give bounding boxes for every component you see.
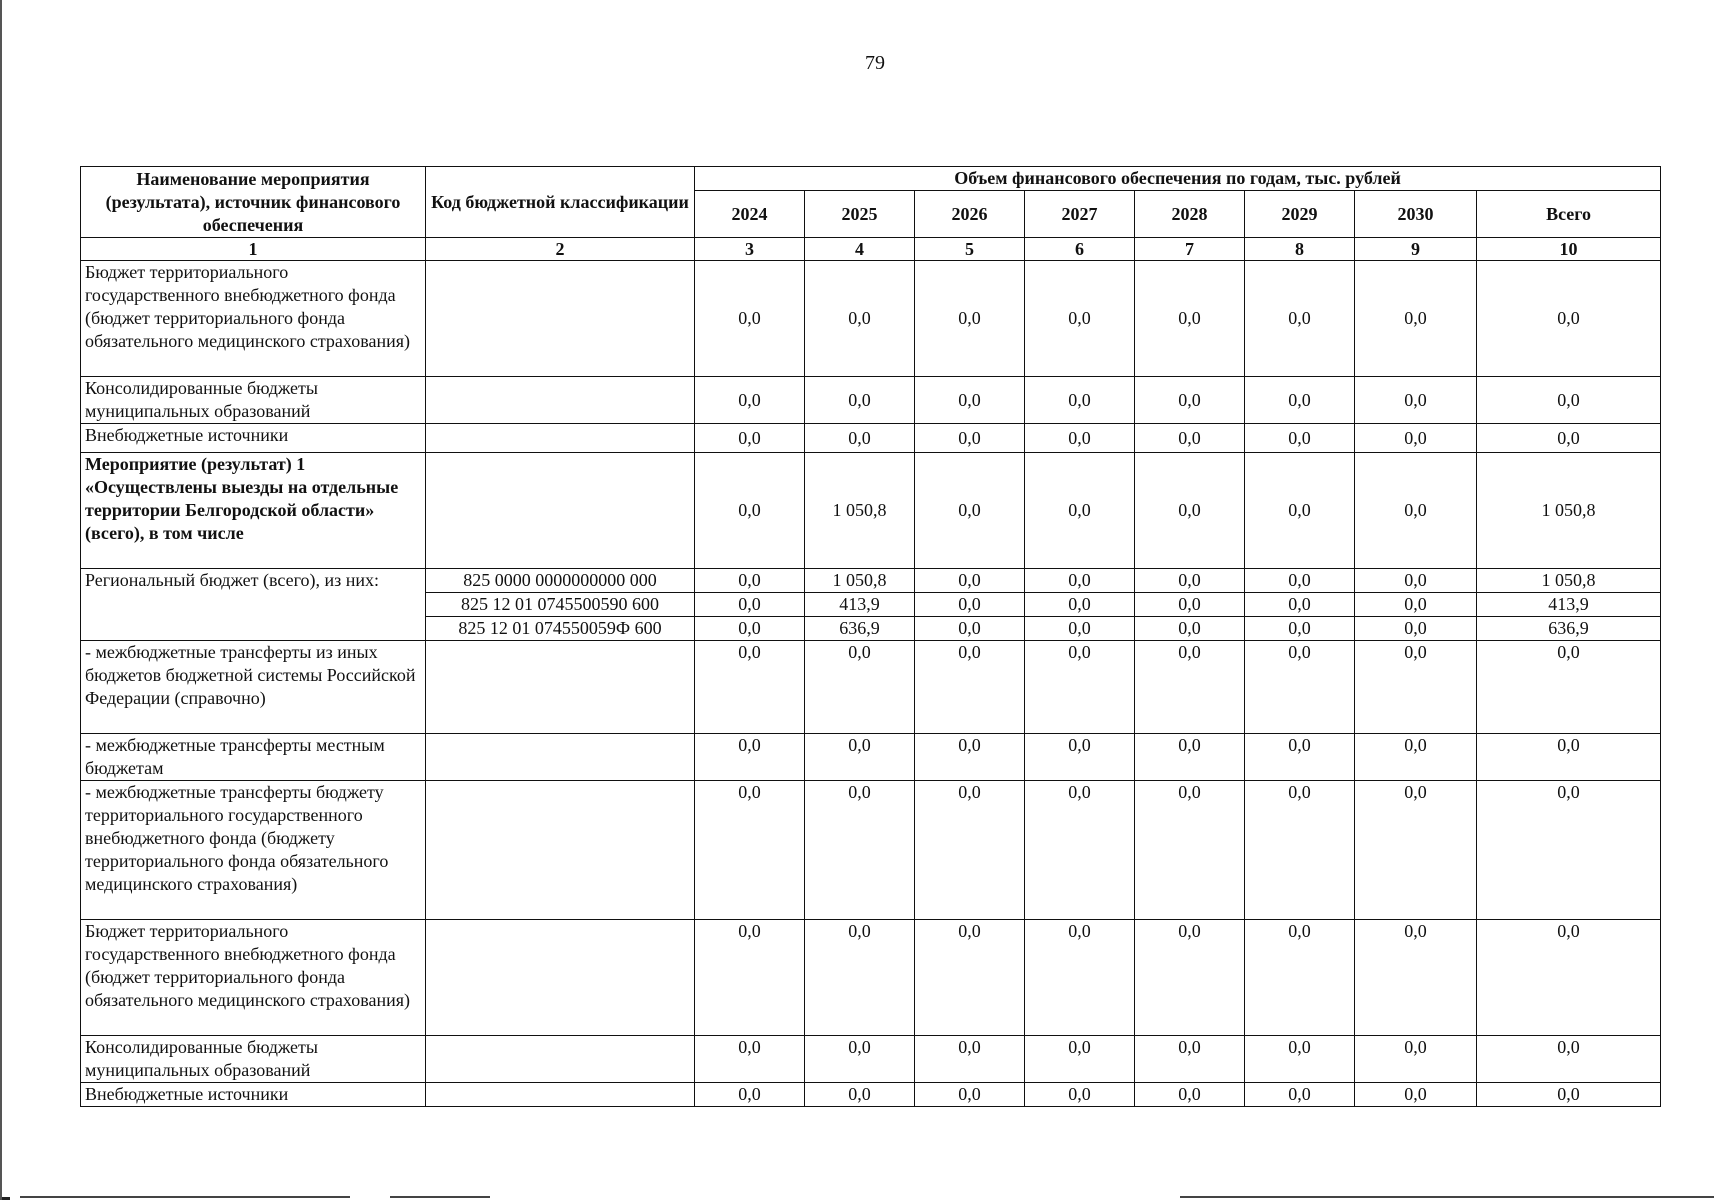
row-value: 0,0: [1135, 781, 1245, 920]
row-value: 0,0: [695, 734, 805, 781]
row-total: 0,0: [1477, 1036, 1661, 1083]
row-code: 825 12 01 074550059Ф 600: [426, 617, 695, 641]
row-name: Консолидированные бюджеты муниципальных образований: [81, 1036, 426, 1083]
row-name: Региональный бюджет (всего), из них:: [81, 569, 426, 641]
header-year: 2027: [1025, 191, 1135, 238]
row-value: 0,0: [695, 377, 805, 424]
row-total: 0,0: [1477, 424, 1661, 453]
row-value: 0,0: [915, 641, 1025, 734]
row-value: 0,0: [1355, 453, 1477, 569]
row-code: [426, 424, 695, 453]
row-value: 0,0: [695, 920, 805, 1036]
row-value: 0,0: [1245, 1036, 1355, 1083]
row-total: 1 050,8: [1477, 453, 1661, 569]
header-code: Код бюджетной классификации: [426, 167, 695, 238]
row-value: 0,0: [695, 569, 805, 593]
header-year: 2025: [805, 191, 915, 238]
table-row: [81, 1036, 1661, 1083]
column-number: 1: [81, 238, 426, 261]
row-total: 0,0: [1477, 734, 1661, 781]
row-value: 0,0: [1135, 593, 1245, 617]
header-volume: Объем финансового обеспечения по годам, тыс. рублей: [695, 167, 1661, 191]
row-value: 0,0: [1355, 424, 1477, 453]
row-value: 0,0: [1025, 569, 1135, 593]
row-value: 0,0: [1025, 734, 1135, 781]
row-total: 0,0: [1477, 1083, 1661, 1107]
row-value: 0,0: [915, 377, 1025, 424]
row-value: 0,0: [1025, 377, 1135, 424]
column-number: 9: [1355, 238, 1477, 261]
column-number: 8: [1245, 238, 1355, 261]
row-value: 0,0: [805, 920, 915, 1036]
row-value: 0,0: [1245, 781, 1355, 920]
row-value: 0,0: [1355, 1036, 1477, 1083]
row-value: 0,0: [1025, 617, 1135, 641]
table-row: [81, 1083, 1661, 1107]
row-value: 0,0: [1025, 920, 1135, 1036]
row-value: 0,0: [1245, 593, 1355, 617]
row-name: Внебюджетные источники: [81, 1083, 426, 1107]
table-row: [81, 377, 1661, 424]
row-value: 0,0: [1245, 1083, 1355, 1107]
row-total: 0,0: [1477, 377, 1661, 424]
row-value: 0,0: [915, 920, 1025, 1036]
row-code: [426, 1083, 695, 1107]
row-value: 0,0: [915, 593, 1025, 617]
row-code: [426, 734, 695, 781]
table-row: [81, 641, 1661, 734]
row-value: 0,0: [1355, 641, 1477, 734]
row-value: 0,0: [1135, 617, 1245, 641]
scan-bottom-edge: [1180, 1196, 1714, 1198]
row-value: 0,0: [1245, 734, 1355, 781]
row-name: Консолидированные бюджеты муниципальных образований: [81, 377, 426, 424]
column-number: 4: [805, 238, 915, 261]
row-value: 0,0: [805, 377, 915, 424]
row-value: 0,0: [1355, 569, 1477, 593]
row-value: 0,0: [1355, 920, 1477, 1036]
row-value: 0,0: [1135, 1036, 1245, 1083]
table-row: [81, 734, 1661, 781]
row-value: 0,0: [695, 1083, 805, 1107]
row-value: 0,0: [1025, 1036, 1135, 1083]
column-number: 5: [915, 238, 1025, 261]
row-value: 0,0: [1135, 453, 1245, 569]
row-value: 0,0: [805, 1036, 915, 1083]
row-code: [426, 641, 695, 734]
row-value: 0,0: [1025, 781, 1135, 920]
row-value: 0,0: [1025, 453, 1135, 569]
row-value: 0,0: [1245, 617, 1355, 641]
row-value: 0,0: [915, 781, 1025, 920]
row-value: 0,0: [1135, 424, 1245, 453]
row-value: 0,0: [915, 261, 1025, 377]
financing-table: [80, 166, 1661, 1107]
column-number: 6: [1025, 238, 1135, 261]
row-value: 0,0: [1135, 734, 1245, 781]
row-name: - межбюджетные трансферты бюджету территориального государственного внебюджетного фонда (бюджету территориального фонда обязательного медицинского страхования): [81, 781, 426, 920]
row-value: 0,0: [805, 261, 915, 377]
table-row: [81, 920, 1661, 1036]
row-value: 1 050,8: [805, 569, 915, 593]
row-total: 636,9: [1477, 617, 1661, 641]
row-value: 0,0: [915, 1036, 1025, 1083]
table-row: [81, 453, 1661, 569]
row-value: 0,0: [1355, 781, 1477, 920]
row-value: 0,0: [1135, 261, 1245, 377]
row-code: [426, 781, 695, 920]
row-value: 0,0: [805, 424, 915, 453]
header-total: Всего: [1477, 191, 1661, 238]
header-year: 2028: [1135, 191, 1245, 238]
scan-bottom-edge: [390, 1196, 490, 1198]
row-total: 1 050,8: [1477, 569, 1661, 593]
event-name: Мероприятие (результат) 1 «Осуществлены выезды на отдельные территории Белгородской области» (всего), в том числе: [81, 453, 426, 569]
row-total: 0,0: [1477, 920, 1661, 1036]
row-value: 0,0: [805, 734, 915, 781]
row-value: 0,0: [695, 424, 805, 453]
row-value: 0,0: [1355, 593, 1477, 617]
row-code: 825 12 01 0745500590 600: [426, 593, 695, 617]
row-value: 0,0: [1135, 569, 1245, 593]
row-value: 0,0: [915, 1083, 1025, 1107]
row-total: 0,0: [1477, 781, 1661, 920]
row-total: 0,0: [1477, 641, 1661, 734]
header-name: Наименование мероприятия (результата), источник финансового обеспечения: [81, 167, 426, 238]
column-number: 10: [1477, 238, 1661, 261]
row-value: 0,0: [1245, 641, 1355, 734]
row-value: 1 050,8: [805, 453, 915, 569]
row-value: 0,0: [1245, 261, 1355, 377]
row-total: 0,0: [1477, 261, 1661, 377]
row-code: [426, 453, 695, 569]
row-value: 0,0: [695, 1036, 805, 1083]
row-total: 413,9: [1477, 593, 1661, 617]
row-value: 0,0: [1135, 377, 1245, 424]
scan-left-edge: [0, 0, 2, 1200]
row-code: [426, 1036, 695, 1083]
row-value: 0,0: [915, 453, 1025, 569]
row-value: 0,0: [1135, 920, 1245, 1036]
row-value: 0,0: [1355, 1083, 1477, 1107]
row-value: 0,0: [1355, 734, 1477, 781]
row-value: 0,0: [1245, 377, 1355, 424]
table-row: [81, 261, 1661, 377]
header-year: 2029: [1245, 191, 1355, 238]
row-name: - межбюджетные трансферты из иных бюджетов бюджетной системы Российской Федерации (справочно): [81, 641, 426, 734]
row-value: 0,0: [915, 734, 1025, 781]
row-value: 0,0: [1355, 617, 1477, 641]
row-value: 636,9: [805, 617, 915, 641]
row-value: 0,0: [915, 569, 1025, 593]
row-value: 0,0: [695, 781, 805, 920]
row-code: [426, 261, 695, 377]
column-number: 3: [695, 238, 805, 261]
row-value: 0,0: [695, 641, 805, 734]
table-row: [81, 424, 1661, 453]
row-value: 0,0: [1135, 1083, 1245, 1107]
header-year: 2026: [915, 191, 1025, 238]
row-value: 413,9: [805, 593, 915, 617]
page-number: 79: [865, 52, 885, 74]
row-code: [426, 920, 695, 1036]
row-value: 0,0: [1245, 920, 1355, 1036]
row-value: 0,0: [1245, 569, 1355, 593]
row-value: 0,0: [695, 617, 805, 641]
row-value: 0,0: [695, 593, 805, 617]
row-value: 0,0: [1025, 593, 1135, 617]
row-value: 0,0: [915, 617, 1025, 641]
row-value: 0,0: [1245, 453, 1355, 569]
row-value: 0,0: [1355, 377, 1477, 424]
row-code: 825 0000 0000000000 000: [426, 569, 695, 593]
row-value: 0,0: [1025, 1083, 1135, 1107]
row-name: - межбюджетные трансферты местным бюджетам: [81, 734, 426, 781]
header-year: 2024: [695, 191, 805, 238]
table-row: [81, 569, 1661, 593]
row-value: 0,0: [915, 424, 1025, 453]
row-code: [426, 377, 695, 424]
row-name: Бюджет территориального государственного внебюджетного фонда (бюджет территориального фонда обязательного медицинского страхования): [81, 261, 426, 377]
row-value: 0,0: [805, 781, 915, 920]
table-row: [81, 781, 1661, 920]
row-value: 0,0: [1355, 261, 1477, 377]
column-number: 2: [426, 238, 695, 261]
row-value: 0,0: [1025, 261, 1135, 377]
row-value: 0,0: [1135, 641, 1245, 734]
row-value: 0,0: [805, 1083, 915, 1107]
row-name: Бюджет территориального государственного внебюджетного фонда (бюджет территориального фонда обязательного медицинского страхования): [81, 920, 426, 1036]
row-value: 0,0: [1025, 641, 1135, 734]
row-value: 0,0: [805, 641, 915, 734]
row-value: 0,0: [1245, 424, 1355, 453]
column-number: 7: [1135, 238, 1245, 261]
header-year: 2030: [1355, 191, 1477, 238]
row-value: 0,0: [695, 261, 805, 377]
row-value: 0,0: [1025, 424, 1135, 453]
row-value: 0,0: [695, 453, 805, 569]
scan-bottom-edge: [20, 1196, 350, 1198]
row-name: Внебюджетные источники: [81, 424, 426, 453]
